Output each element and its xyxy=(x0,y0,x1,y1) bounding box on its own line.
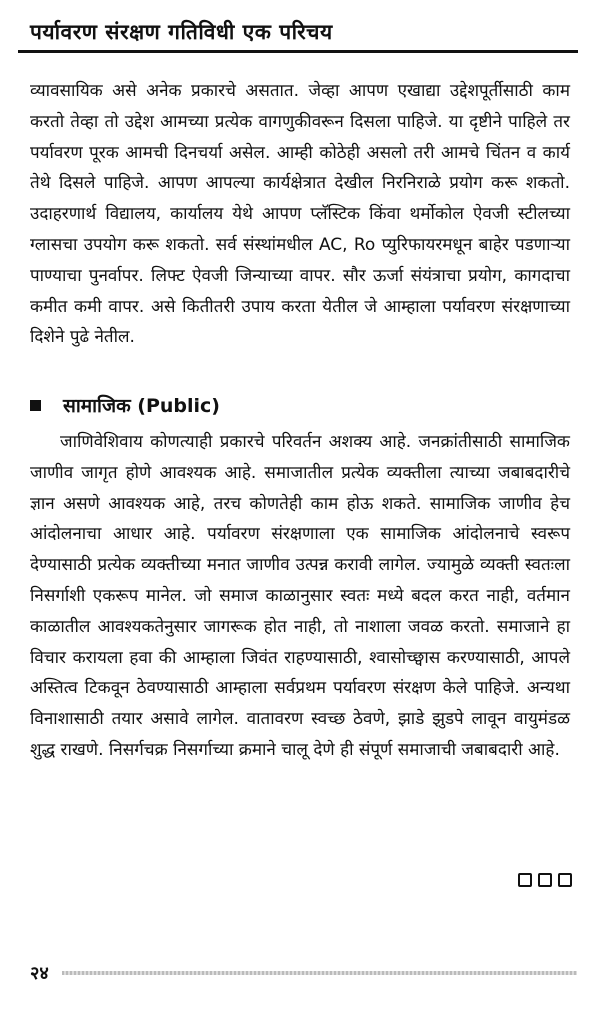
page-header-title: पर्यावरण संरक्षण गतिविधी एक परिचय xyxy=(30,20,333,44)
square-mark-icon xyxy=(538,873,552,887)
square-bullet-icon xyxy=(30,400,41,411)
header-divider xyxy=(18,50,578,53)
section-heading-label: सामाजिक (Public) xyxy=(63,395,220,417)
body-paragraph: जाणिवेशिवाय कोणत्याही प्रकारचे परिवर्तन अशक्य आहे. जनक्रांतीसाठी सामाजिक जाणीव जागृत होणे आवश्यक आहे. समाजातील प्रत्येक व्यक्तीला त्याच्या जबाबदारीचे ज्ञान असणे आवश्यक आहे, तरच कोणतेही काम होऊ शकते. सामाजिक जाणीव हेच आंदोलनाचा आधार आहे. पर्यावरण संरक्षणाला एक सामाजिक आंदोलनाचे स्वरूप देण्यासाठी प्रत्येक व्यक्तीच्या मनात जाणीव उत्पन्न करावी लागेल. ज्यामुळे व्यक्ती स्वतःला निसर्गाशी एकरूप मानेल. जो समाज काळानुसार स्वतः मध्ये बदल करत नाही, वर्तमान काळातील आवश्यकतेनुसार जागरूक होत नाही, तो नाशाला जवळ करतो. समाजाने हा विचार करायला हवा की आम्हाला जिवंत राहण्यासाठी, श्वासोच्छ्वास करण्यासाठी, आपले अस्तित्व टिकवून ठेवण्यासाठी आम्हाला सर्वप्रथम पर्यावरण संरक्षण केले पाहिजे. अन्यथा विनाशासाठी तयार असावे लागेल. वातावरण स्वच्छ ठेवणे, झाडे झुडपे लावून वायुमंडळ शुद्ध राखणे. निसर्गचक्र निसर्गाच्या क्रमाने चालू देणे ही संपूर्ण समाजाची जबाबदारी आहे. xyxy=(30,432,570,760)
footer-divider xyxy=(62,971,577,975)
page-number: २४ xyxy=(30,963,49,984)
square-mark-icon xyxy=(518,873,532,887)
square-mark-icon xyxy=(558,873,572,887)
body-paragraph: व्यावसायिक असे अनेक प्रकारचे असतात. जेव्हा आपण एखाद्या उद्देशपूर्तीसाठी काम करतो तेव्हा तो उद्देश आमच्या प्रत्येक वागणुकीवरून दिसला पाहिजे. या दृष्टीने पाहिले तर पर्यावरण पूरक आमची दिनचर्या असेल. आम्ही कोठेही असलो तरी आमचे चिंतन व कार्य तेथे दिसले पाहिजे. आपण आपल्या कार्यक्षेत्रात देखील निरनिराळे प्रयोग करू शकतो. उदाहरणार्थ विद्यालय, कार्यालय येथे आपण प्लॅस्टिक किंवा थर्मोकोल ऐवजी स्टीलच्या ग्लासचा उपयोग करू शकतो. सर्व संस्थांमधील AC, Ro प्युरिफायरमधून बाहेर पडणाऱ्या पाण्याचा पुनर्वापर. लिफ्ट ऐवजी जिन्याच्या वापर. सौर ऊर्जा संयंत्राचा प्रयोग, कागदाचा कमीत कमी वापर. असे कितीतरी उपाय करता येतील जे आम्हाला पर्यावरण संरक्षणाच्या दिशेने पुढे नेतील. xyxy=(30,81,570,348)
section-heading xyxy=(30,392,570,418)
end-of-section-marks xyxy=(518,873,572,887)
